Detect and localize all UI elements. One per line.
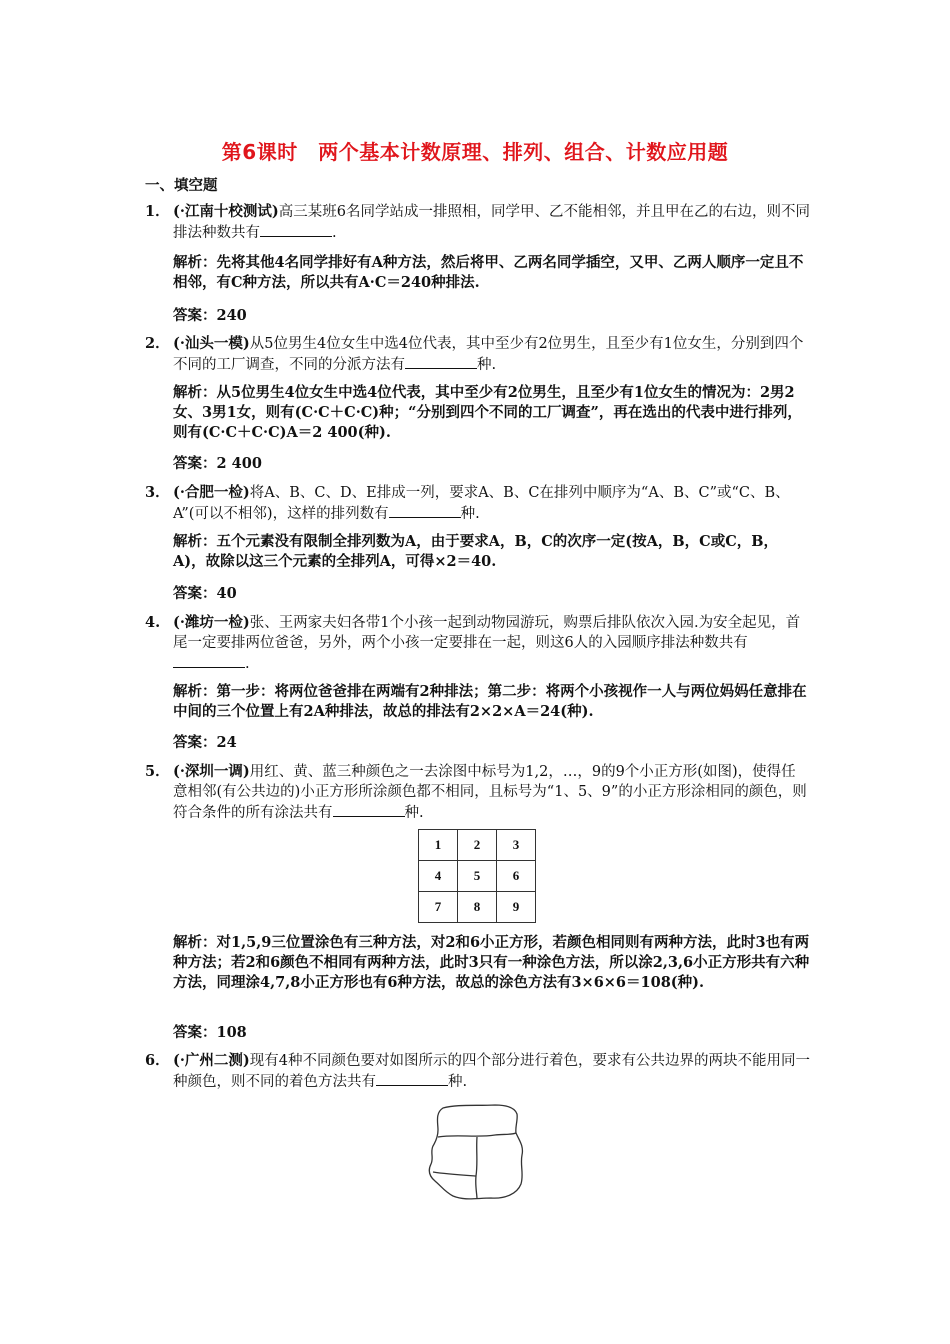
- question-text-end: 种.: [404, 805, 424, 821]
- question-source: (·合肥一检): [173, 484, 250, 501]
- grid-row: [419, 830, 536, 861]
- analysis-text: 五个元素没有限制全排列数为A，由于要求A，B，C的次序一定(按A，B，C或C，B，A)，故除以这三个元素的全排列A，可得×2＝40.: [173, 533, 778, 570]
- question-number: 5．: [145, 763, 170, 780]
- answer-blank: [376, 1071, 448, 1086]
- grid-cell: 2: [458, 830, 497, 861]
- grid-cell: 8: [458, 892, 497, 923]
- question-2: [145, 334, 810, 375]
- analysis-text: 先将其他4名同学排好有A种方法，然后将甲、乙两名同学插空，又甲、乙两人顺序一定且不相邻，有C种方法，所以共有A·C＝240种排法.: [173, 254, 804, 291]
- number-grid-figure: [418, 829, 536, 923]
- analysis-3: [173, 532, 810, 572]
- answer-blank: [173, 653, 245, 668]
- grid-row: [419, 861, 536, 892]
- answer-blank: [389, 503, 461, 518]
- question-text: 从5位男生4位女生中选4位代表，其中至少有2位男生，且至少有1位女生，分别到四个不同的工厂调查，不同的分派方法有: [173, 336, 804, 373]
- grid-row: [419, 892, 536, 923]
- question-number: 4.: [145, 614, 161, 631]
- section-heading: 一、填空题: [145, 178, 218, 194]
- answer-value: 240: [216, 307, 247, 324]
- question-source: (·江南十校测试): [173, 203, 279, 220]
- answer-3: [173, 582, 237, 603]
- analysis-text: 对1,5,9三位置涂色有三种方法，对2和6小正方形，若颜色相同则有两种方法，此时3也有两种方法；若2和6颜色不相同有两种方法，此时3只有一种涂色方法，所以涂2,3,6小正方形共有六种方法，同理涂4,7,8小正方形也有6种方法，故总的涂色方法有3×6×6＝108(种).: [173, 934, 810, 991]
- question-text-end: .: [332, 225, 337, 241]
- analysis-4: [173, 682, 810, 722]
- question-number: 3．: [145, 484, 170, 501]
- analysis-5: [173, 933, 810, 993]
- analysis-label: 解析：: [173, 384, 217, 401]
- analysis-text: 第一步：将两位爸爸排在两端有2种排法；第二步：将两个小孩视作一人与两位妈妈任意排在中间的三个位置上有2A种排法，故总的排法有2×2×A＝24(种).: [173, 683, 807, 720]
- grid-cell: 3: [497, 830, 536, 861]
- question-text-end: .: [245, 656, 250, 672]
- analysis-label: 解析：: [173, 533, 217, 550]
- grid-cell: 9: [497, 892, 536, 923]
- answer-value: 24: [216, 734, 237, 751]
- analysis-label: 解析：: [173, 683, 217, 700]
- answer-label: 答案：: [173, 307, 217, 324]
- question-source: (·潍坊一检): [173, 614, 250, 631]
- answer-value: 108: [216, 1024, 247, 1041]
- answer-blank: [260, 222, 332, 237]
- answer-value: 2 400: [216, 455, 262, 472]
- answer-label: 答案：: [173, 455, 217, 472]
- answer-1: [173, 304, 247, 325]
- answer-2: [173, 452, 262, 473]
- question-source: (·汕头一模): [173, 335, 250, 352]
- analysis-text: 从5位男生4位女生中选4位代表，其中至少有2位男生，且至少有1位女生的情况为：2男2女、3男1女，则有(C·C＋C·C)种；“分别到四个不同的工厂调查”，再在选出的代表中进行排列，则有(C·C＋C·C)A＝2 400(种).: [173, 384, 802, 441]
- answer-4: [173, 731, 237, 752]
- question-text: 用红、黄、蓝三种颜色之一去涂图中标号为1,2，…，9的9个小正方形(如图)，使得任意相邻(有公共边的)小正方形所涂颜色都不相同，且标号为“1、5、9”的小正方形涂相同的颜色，则符合条件的所有涂法共有: [173, 764, 807, 821]
- four-region-map-figure: [425, 1100, 530, 1205]
- map-divider: [438, 1133, 516, 1137]
- answer-label: 答案：: [173, 1024, 217, 1041]
- grid-cell: 4: [419, 861, 458, 892]
- map-divider: [476, 1137, 477, 1199]
- question-6: [145, 1051, 810, 1092]
- grid-cell: 6: [497, 861, 536, 892]
- question-text-end: 种.: [477, 357, 497, 373]
- analysis-label: 解析：: [173, 254, 217, 271]
- question-number: 1．: [145, 203, 170, 220]
- question-4: [145, 613, 810, 674]
- map-divider: [433, 1172, 476, 1176]
- question-text: 高三某班6名同学站成一排照相，同学甲、乙不能相邻，并且甲在乙的右边，则不同排法种数共有: [173, 204, 811, 241]
- page-title: 第6课时 两个基本计数原理、排列、组合、计数应用题: [221, 140, 729, 164]
- analysis-1: [173, 253, 810, 293]
- question-text: 将A、B、C、D、E排成一列，要求A、B、C在排列中顺序为“A、B、C”或“C、B、A”(可以不相邻)，这样的排列数有: [173, 485, 790, 522]
- question-source: (·广州二测): [173, 1052, 250, 1069]
- answer-blank: [405, 354, 477, 369]
- grid-cell: 1: [419, 830, 458, 861]
- question-3: [145, 483, 810, 524]
- grid-cell: 7: [419, 892, 458, 923]
- question-number: 2．: [145, 335, 170, 352]
- analysis-label: 解析：: [173, 934, 217, 951]
- question-text-end: 种.: [460, 506, 480, 522]
- analysis-2: [173, 383, 810, 443]
- grid-cell: 5: [458, 861, 497, 892]
- question-number: 6．: [145, 1052, 170, 1069]
- question-text-end: 种.: [448, 1074, 468, 1090]
- answer-label: 答案：: [173, 734, 217, 751]
- question-source: (·深圳一调): [173, 763, 250, 780]
- answer-value: 40: [216, 585, 237, 602]
- answer-5: [173, 1021, 247, 1042]
- question-text: 现有4种不同颜色要对如图所示的四个部分进行着色，要求有公共边界的两块不能用同一种颜色，则不同的着色方法共有: [173, 1053, 811, 1090]
- answer-label: 答案：: [173, 585, 217, 602]
- question-text: 张、王两家夫妇各带1个小孩一起到动物园游玩，购票后排队依次入园.为安全起见，首尾一定要排两位爸爸，另外，两个小孩一定要排在一起，则这6人的入园顺序排法种数共有: [173, 615, 801, 651]
- answer-blank: [333, 802, 405, 817]
- question-5: [145, 762, 810, 823]
- question-1: [145, 202, 810, 243]
